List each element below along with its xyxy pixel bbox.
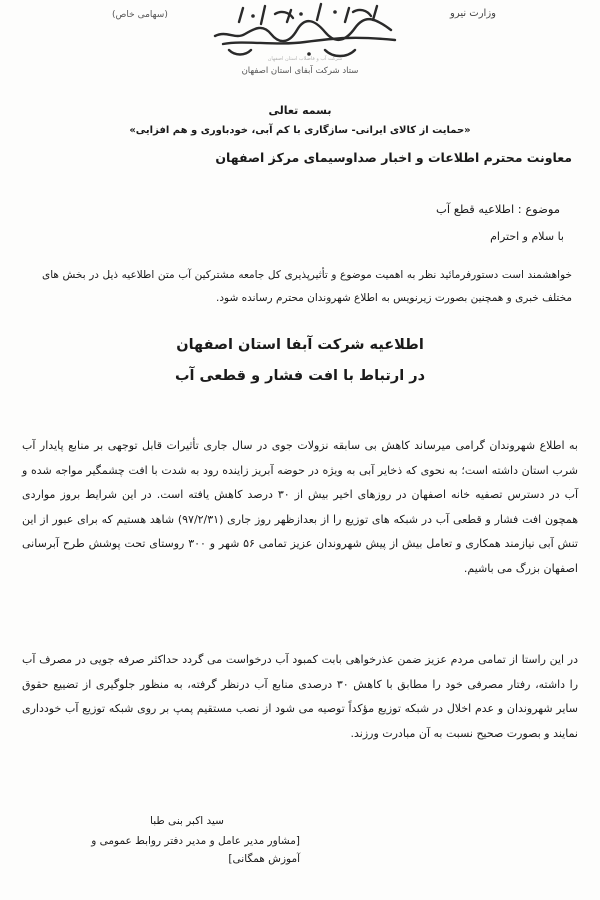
greeting: با سلام و احترام xyxy=(490,230,564,243)
intro-paragraph: خواهشمند است دستورفرمائید نظر به اهمیت موضوع و تأثیرپذیری کل جامعه مشترکین آب متن اطلاعیه ذیل در بخش های مختلف خبری و همچنین بصورت زیرنویس به اطلاع شهروندان محترم رسانده شود. xyxy=(42,269,572,304)
subject-line: موضوع : اطلاعیه قطع آب xyxy=(436,202,560,216)
logo-caption: ستاد شرکت آبفای استان اصفهان xyxy=(241,66,359,76)
slogan: «حمایت از کالای ایرانی- سازگاری با کم آبی، خودباوری و هم افزایی» xyxy=(129,125,471,136)
ministry-label: وزارت نیرو xyxy=(449,8,496,19)
signatory-title: [مشاور مدیر عامل و مدیر دفتر روابط عمومی و آموزش همگانی] xyxy=(91,835,300,865)
notice-title: اطلاعیه شرکت آبفا استان اصفهان xyxy=(176,337,424,353)
svg-text:شرکت آب و فاضلاب استان اصفهان: شرکت آب و فاضلاب استان اصفهان xyxy=(267,56,343,62)
addressee: معاونت محترم اطلاعات و اخبار صداوسیمای مرکز اصفهان xyxy=(215,150,572,165)
company-type-label: (سهامی خاص) xyxy=(112,10,168,20)
notice-paragraph-1: به اطلاع شهروندان گرامی میرساند کاهش بی سابقه نزولات جوی در سال جاری تأثیرات قابل توجهی بر منابع پایدار آب شرب استان داشته است؛ به نحوی که ذخایر آبی به ویژه در حوضه آبریز زاینده رود به شدت با افت چشمگیر مواجه شده و آب در دسترس تصفیه خانه اصفهان در روزهای اخیر بیش از ۳۰ درصد کاهش یافته است. در این شرایط بروز مواردی همچون افت فشار و قطعی آب در شبکه های توزیع را از بعدازظهر روز جاری (۹۷/۲/۳۱) شاهد هستیم که برای عبور از این تنش آبی نیازمند همکاری و تعامل بیش از پیش شهروندان عزیز تمامی ۵۶ شهر و ۳۰۰ روستای تحت پوشش طرح آبرسانی اصفهان بزرگ می باشیم. xyxy=(22,439,578,575)
calligraphy-logo-icon xyxy=(205,0,405,62)
basmala: بسمه تعالی xyxy=(268,104,332,117)
signatory-name: سید اکبر بنی طبا xyxy=(150,815,224,827)
notice-subtitle: در ارتباط با افت فشار و قطعی آب xyxy=(174,368,426,384)
company-logo xyxy=(205,0,405,62)
notice-paragraph-2: در این راستا از تمامی مردم عزیز ضمن عذرخواهی بابت کمبود آب درخواست می گردد حداکثر صرفه جویی در مصرف آب را داشته، رفتار مصرفی خود را مطابق با کاهش ۳۰ درصدی منابع آب درنظر گرفته، به منظور جلوگیری از تضییع حقوق سایر شهروندان و عدم اخلال در شبکه توزیع مؤکداً توصیه می شود از نصب مستقیم پمپ بر روی شبکه توزیع آب خودداری نمایند و بصورت صحیح نسبت به آن مبادرت ورزند. xyxy=(22,653,579,740)
